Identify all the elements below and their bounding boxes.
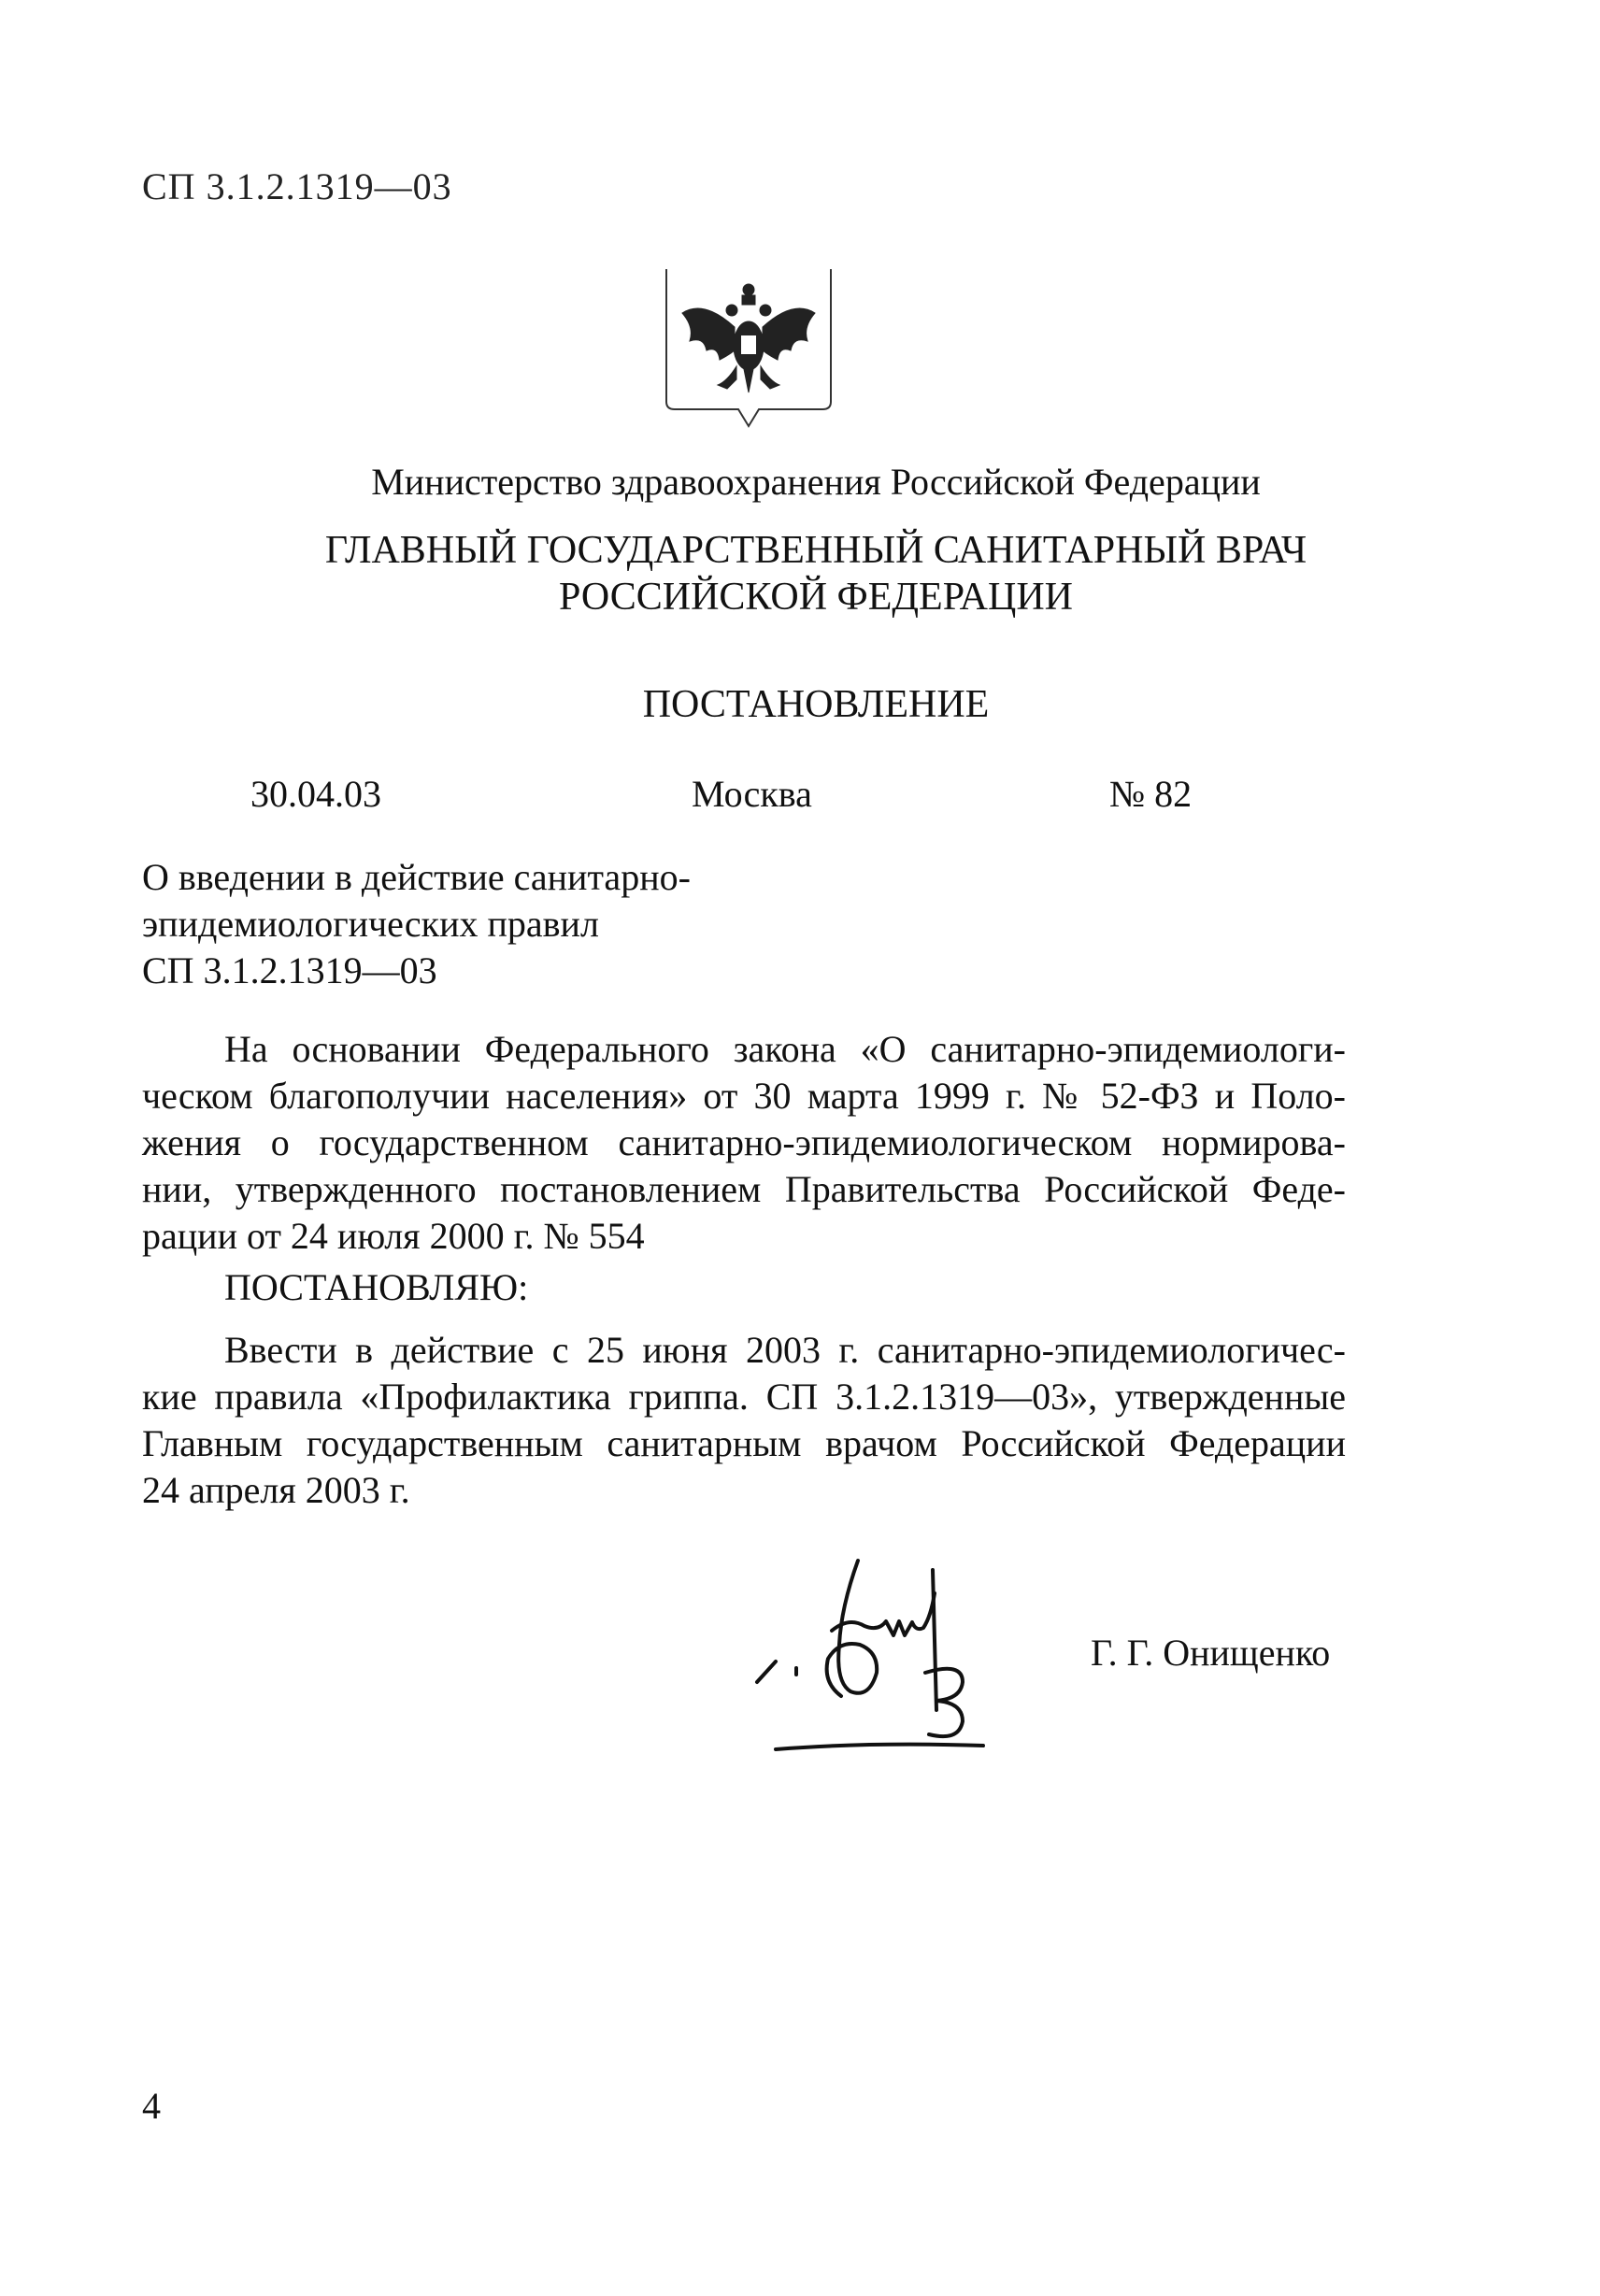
subject-block: [142, 854, 691, 994]
document-type: ПОСТАНОВЛЕНИЕ: [642, 683, 990, 726]
header-code: СП 3.1.2.1319—03: [142, 165, 452, 207]
paragraph-line: рации от 24 июля 2000 г. № 554: [142, 1215, 645, 1257]
paragraph-line: ческом благополучии населения» от 30 марта 1999 г. № 52-ФЗ и Поло-: [142, 1075, 1346, 1117]
official-title-line1: ГЛАВНЫЙ ГОСУДАРСТВЕННЫЙ САНИТАРНЫЙ ВРАЧ: [324, 529, 1307, 572]
page-number: 4: [142, 2085, 161, 2127]
ministry-name: Министерство здравоохранения Российской Федерации: [371, 461, 1261, 503]
paragraph-line: Ввести в действие с 25 июня 2003 г. санитарно-эпидемиологичес-: [224, 1329, 1346, 1371]
paragraph-line: кие правила «Профилактика гриппа. СП 3.1.2.1319—03», утвержденные: [142, 1376, 1346, 1418]
basis-paragraph: [142, 1026, 1346, 1260]
paragraph-line: 24 апреля 2003 г.: [142, 1469, 410, 1511]
document-date: 30.04.03: [250, 773, 381, 815]
official-title-line2: РОССИЙСКОЙ ФЕДЕРАЦИИ: [559, 576, 1073, 619]
paragraph-line: жения о государственном санитарно-эпидемиологическом нормирова-: [142, 1121, 1346, 1163]
paragraph-line: нии, утвержденного постановлением Правительства Российской Феде-: [142, 1168, 1346, 1210]
document-number: № 82: [1109, 773, 1193, 815]
subject-line: СП 3.1.2.1319—03: [142, 949, 437, 991]
coat-of-arms-icon: [662, 262, 836, 430]
resolution-paragraph: [142, 1327, 1346, 1514]
signer-name: Г. Г. Онищенко: [1091, 1632, 1331, 1674]
subject-line: О введении в действие санитарно-: [142, 856, 691, 898]
document-city: Москва: [692, 773, 812, 815]
signature-image: [738, 1542, 1019, 1757]
subject-line: эпидемиологических правил: [142, 903, 599, 945]
resolve-heading: ПОСТАНОВЛЯЮ:: [224, 1266, 529, 1308]
paragraph-line: На основании Федерального закона «О санитарно-эпидемиологи-: [224, 1028, 1346, 1070]
paragraph-line: Главным государственным санитарным врачом Российской Федерации: [142, 1422, 1346, 1464]
